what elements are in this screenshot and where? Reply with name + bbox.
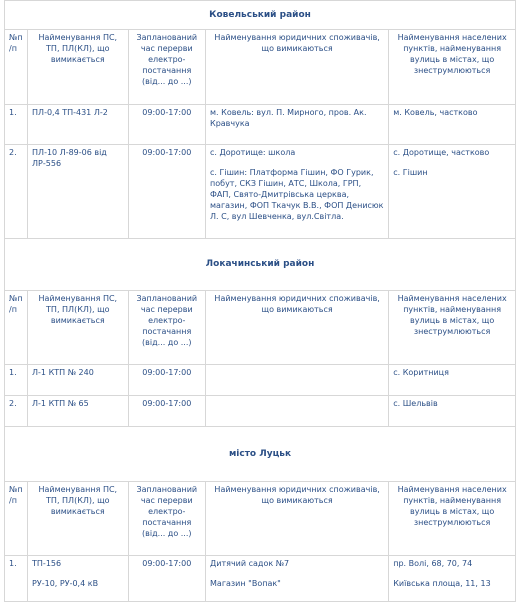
- header-row: [5, 30, 516, 105]
- row-consumers: [206, 556, 389, 602]
- table-row: [5, 145, 516, 239]
- row-ps: [28, 556, 129, 602]
- row-settlements: [389, 145, 516, 239]
- section-title: Локачинський район: [5, 239, 516, 291]
- consumers-line: Магазин "Вопак": [210, 579, 281, 588]
- settlement-line: с. Доротище, частково: [393, 148, 490, 157]
- row-settlements: с. Коритниця: [389, 365, 516, 396]
- section-title: місто Луцьк: [5, 427, 516, 482]
- row-consumers: [206, 365, 389, 396]
- consumers-line: с. Доротище: школа: [210, 148, 296, 157]
- section-title-row: [5, 1, 516, 30]
- ps-line: РУ-10, РУ-0,4 кВ: [32, 579, 99, 588]
- row-num: 2.: [5, 145, 28, 239]
- outage-schedule-table: [4, 0, 516, 602]
- header-ps: Найменування ПС, ТП, ПЛ(КЛ), що вимикається: [28, 291, 129, 365]
- header-consumers: Найменування юридичних споживачів, що вимикаються: [206, 30, 389, 105]
- row-settlements: м. Ковель, частково: [389, 105, 516, 145]
- section-title: Ковельський район: [5, 1, 516, 30]
- header-settlements: Найменування населених пунктів, найменування вулиць в містах, що знеструмлюються: [389, 482, 516, 556]
- header-settlements: Найменування населених пунктів, найменування вулиць в містах, що знеструмлюються: [389, 30, 516, 105]
- settlement-line: Київська площа, 11, 13: [393, 579, 491, 588]
- settlement-line: пр. Волі, 68, 70, 74: [393, 559, 473, 568]
- header-row: [5, 482, 516, 556]
- consumers-line: Дитячий садок №7: [210, 559, 290, 568]
- row-num: 2.: [5, 396, 28, 427]
- section-title-row: [5, 239, 516, 291]
- row-time: 09:00-17:00: [128, 365, 205, 396]
- ps-line: ТП-156: [32, 559, 62, 568]
- row-num: 1.: [5, 556, 28, 602]
- header-ps: Найменування ПС, ТП, ПЛ(КЛ), що вимикається: [28, 482, 129, 556]
- row-ps: ПЛ-0,4 ТП-431 Л-2: [28, 105, 129, 145]
- row-ps: Л-1 КТП № 240: [28, 365, 129, 396]
- table-row: [5, 396, 516, 427]
- header-consumers: Найменування юридичних споживачів, що вимикаються: [206, 291, 389, 365]
- row-consumers: [206, 396, 389, 427]
- header-time: Запланований час перерви електро-постачання (від... до ...): [128, 291, 205, 365]
- header-num: №п/п: [5, 291, 28, 365]
- header-time: Запланований час перерви електро-постачання (від... до ...): [128, 482, 205, 556]
- row-time: 09:00-17:00: [128, 396, 205, 427]
- section-title-row: [5, 427, 516, 482]
- row-time: 09:00-17:00: [128, 105, 205, 145]
- row-consumers: [206, 145, 389, 239]
- header-settlements: Найменування населених пунктів, найменування вулиць в містах, що знеструмлюються: [389, 291, 516, 365]
- header-row: [5, 291, 516, 365]
- header-num: №п/п: [5, 482, 28, 556]
- row-ps: ПЛ-10 Л-89-06 від ЛР-556: [28, 145, 129, 239]
- row-settlements: [389, 556, 516, 602]
- row-ps: Л-1 КТП № 65: [28, 396, 129, 427]
- row-time: 09:00-17:00: [128, 556, 205, 602]
- header-consumers: Найменування юридичних споживачів, що вимикаються: [206, 482, 389, 556]
- row-consumers: м. Ковель: вул. П. Мирного, пров. Ак. Кравчука: [206, 105, 389, 145]
- table-row: [5, 556, 516, 602]
- table-row: [5, 365, 516, 396]
- header-num: №п/п: [5, 30, 28, 105]
- row-num: 1.: [5, 105, 28, 145]
- header-time: Запланований час перерви електро-постачання (від... до ...): [128, 30, 205, 105]
- settlement-line: с. Гішин: [393, 168, 428, 177]
- header-ps: Найменування ПС, ТП, ПЛ(КЛ), що вимикається: [28, 30, 129, 105]
- consumers-line: с. Гішин: Платформа Гішин, ФО Гурик, побут, СКЗ Гішин, АТС, Школа, ГРП, ФАП, Свято-Дмитрівська церква, магазин, ФОП Ткачук В.В., ФОП Денисюк Л. С, вул Шевченка, вул.Світла.: [210, 168, 384, 221]
- row-num: 1.: [5, 365, 28, 396]
- table-row: [5, 105, 516, 145]
- row-time: 09:00-17:00: [128, 145, 205, 239]
- row-settlements: с. Шельвів: [389, 396, 516, 427]
